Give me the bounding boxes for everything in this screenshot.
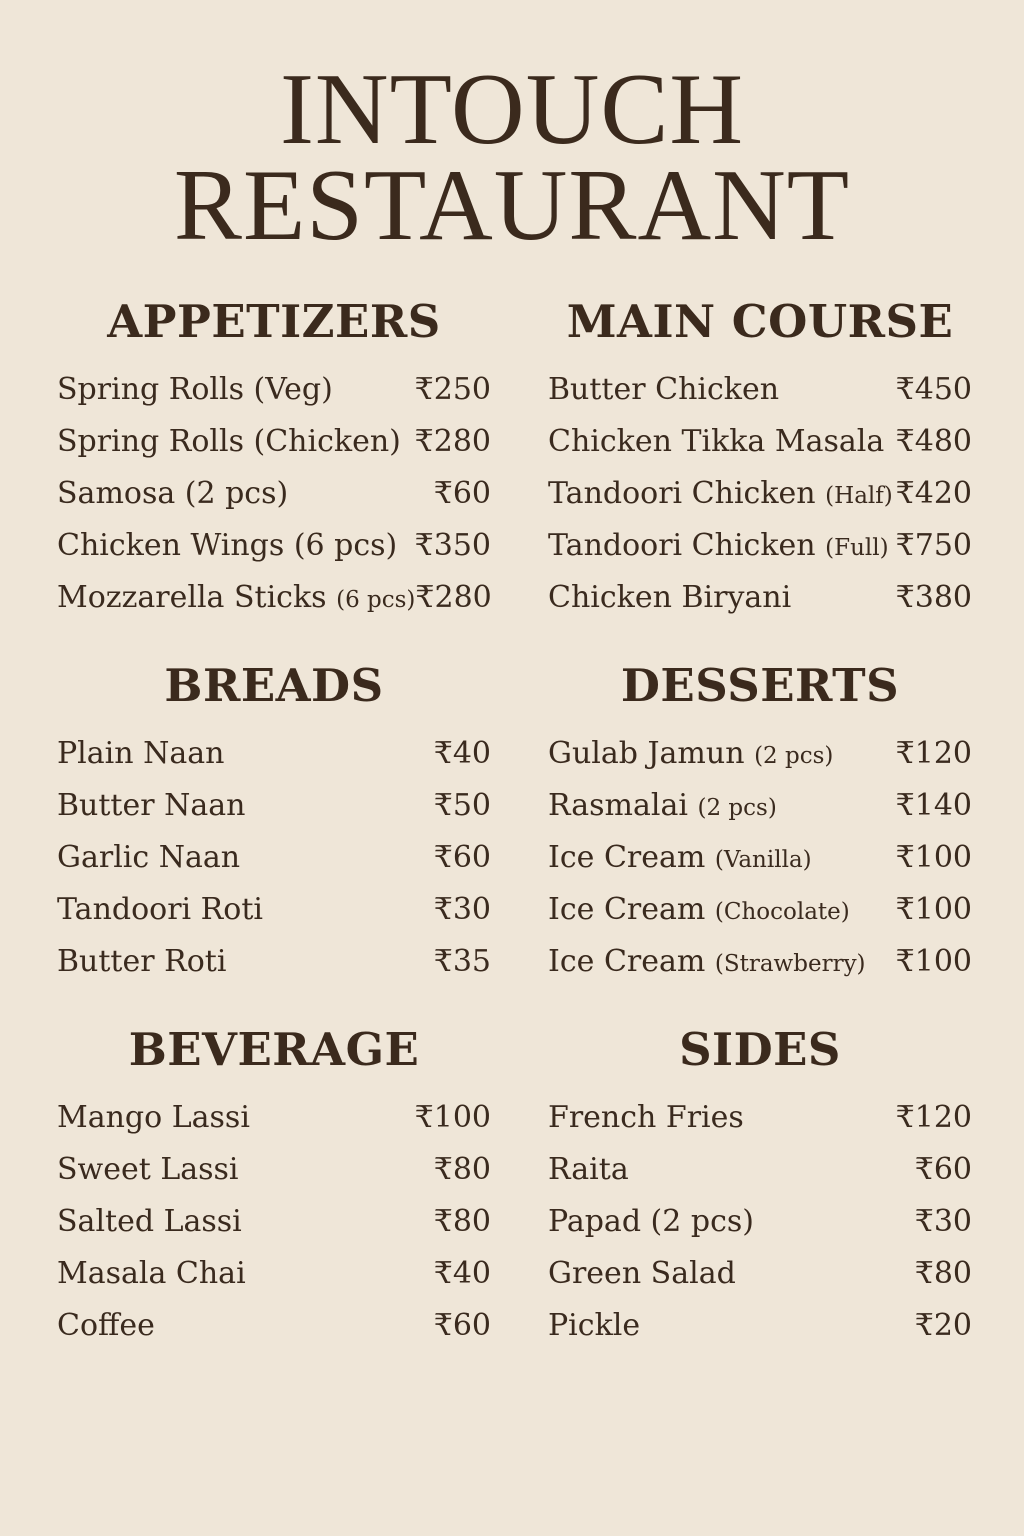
menu-item-price: ₹80 bbox=[433, 1204, 491, 1239]
menu-item bbox=[57, 1092, 491, 1144]
menu-item-price: ₹100 bbox=[895, 892, 972, 927]
menu-item bbox=[57, 572, 491, 624]
menu-item-note: (Full) bbox=[825, 535, 889, 561]
menu-item-name bbox=[57, 416, 401, 468]
menu-item bbox=[548, 1092, 972, 1144]
menu-item-name bbox=[57, 1300, 155, 1352]
menu-item-label: Salted Lassi bbox=[57, 1204, 242, 1239]
menu-item bbox=[57, 832, 491, 884]
menu-item-name bbox=[548, 468, 893, 522]
menu-item-name bbox=[57, 1248, 246, 1300]
menu-item-label: Garlic Naan bbox=[57, 840, 241, 875]
menu-item-name bbox=[548, 520, 889, 574]
menu-item-label: Coffee bbox=[57, 1308, 155, 1343]
menu-item-label: Tandoori Chicken bbox=[548, 476, 816, 511]
menu-item bbox=[57, 468, 491, 520]
menu-item-price: ₹380 bbox=[895, 580, 972, 615]
menu-item-note: (6 pcs) bbox=[336, 587, 416, 613]
menu-item bbox=[548, 416, 972, 468]
menu-item-name bbox=[548, 884, 850, 938]
menu-item-label: Butter Roti bbox=[57, 944, 227, 979]
menu-item-label: Raita bbox=[548, 1152, 629, 1187]
menu-item-name bbox=[57, 1144, 239, 1196]
menu-item bbox=[57, 1300, 491, 1352]
menu-item-name bbox=[57, 520, 397, 572]
menu-item-name bbox=[548, 832, 812, 886]
menu-item bbox=[548, 364, 972, 416]
menu-item-name bbox=[57, 1092, 250, 1144]
menu-item-label: Pickle bbox=[548, 1308, 641, 1343]
menu-item bbox=[548, 780, 972, 832]
section-heading: BREADS bbox=[164, 659, 384, 712]
menu-item-name bbox=[57, 832, 240, 884]
menu-item-label: Butter Chicken bbox=[548, 372, 780, 407]
menu-item-price: ₹350 bbox=[414, 528, 491, 563]
menu-item-name bbox=[57, 780, 245, 832]
menu-item bbox=[57, 884, 491, 936]
menu-item-name bbox=[57, 1196, 242, 1248]
menu-item bbox=[548, 1196, 972, 1248]
menu-item-label: Ice Cream bbox=[548, 892, 706, 927]
menu-item-price: ₹40 bbox=[433, 736, 491, 771]
menu-item-name bbox=[548, 1196, 754, 1248]
menu-item-label: Chicken Wings (6 pcs) bbox=[57, 528, 398, 563]
menu-item-price: ₹30 bbox=[914, 1204, 972, 1239]
section-heading: DESSERTS bbox=[620, 659, 900, 712]
menu-item-name bbox=[548, 780, 777, 834]
menu-item-price: ₹120 bbox=[895, 1100, 972, 1135]
menu-item-list bbox=[548, 728, 972, 988]
menu-item-price: ₹60 bbox=[433, 1308, 491, 1343]
menu-item bbox=[548, 468, 972, 520]
menu-item-price: ₹80 bbox=[914, 1256, 972, 1291]
menu-item-list bbox=[57, 1092, 491, 1352]
menu-item bbox=[57, 780, 491, 832]
section-appetizers bbox=[57, 296, 491, 624]
section-beverage bbox=[57, 1024, 491, 1352]
menu-item-price: ₹100 bbox=[895, 944, 972, 979]
menu-item bbox=[57, 936, 491, 988]
restaurant-title-line2: RESTAURANT bbox=[173, 149, 851, 262]
menu-item-price: ₹750 bbox=[895, 528, 972, 563]
section-main-course bbox=[548, 296, 972, 624]
menu-item-price: ₹35 bbox=[433, 944, 491, 979]
menu-item-price: ₹60 bbox=[433, 476, 491, 511]
menu-item bbox=[548, 832, 972, 884]
menu-item-note: (Chocolate) bbox=[714, 899, 850, 925]
menu-item-name bbox=[548, 572, 791, 624]
section-desserts bbox=[548, 660, 972, 988]
menu-item-name bbox=[57, 468, 288, 520]
menu-item-price: ₹30 bbox=[433, 892, 491, 927]
menu-item-price: ₹100 bbox=[895, 840, 972, 875]
menu-item-price: ₹60 bbox=[433, 840, 491, 875]
section-sides bbox=[548, 1024, 972, 1352]
section-heading: BEVERAGE bbox=[128, 1023, 420, 1076]
menu-item-price: ₹80 bbox=[433, 1152, 491, 1187]
menu-item-price: ₹280 bbox=[415, 580, 492, 615]
menu-item-price: ₹280 bbox=[414, 424, 491, 459]
menu-item-name bbox=[57, 572, 415, 626]
menu-item-label: Tandoori Chicken bbox=[548, 528, 816, 563]
menu-item-label: Butter Naan bbox=[57, 788, 246, 823]
menu-item bbox=[548, 1300, 972, 1352]
menu-item-price: ₹480 bbox=[895, 424, 972, 459]
menu-item-price: ₹60 bbox=[914, 1152, 972, 1187]
menu-item-name bbox=[57, 728, 224, 780]
menu-item-list bbox=[548, 364, 972, 624]
menu-item-label: Sweet Lassi bbox=[57, 1152, 239, 1187]
menu-item-label: Spring Rolls (Veg) bbox=[57, 372, 333, 407]
menu-item-price: ₹250 bbox=[414, 372, 491, 407]
menu-item-label: Rasmalai bbox=[548, 788, 688, 823]
menu-item-name bbox=[57, 936, 226, 988]
menu-item-name bbox=[57, 364, 333, 416]
menu-item-label: Chicken Tikka Masala bbox=[548, 424, 885, 459]
menu-item bbox=[57, 416, 491, 468]
menu-item-label: Ice Cream bbox=[548, 840, 706, 875]
section-breads bbox=[57, 660, 491, 988]
menu-item bbox=[57, 1248, 491, 1300]
menu-item-note: (Half) bbox=[825, 483, 893, 509]
menu-item-name bbox=[548, 1144, 629, 1196]
menu-item bbox=[57, 520, 491, 572]
menu-item-name bbox=[57, 884, 263, 936]
menu-item-list bbox=[548, 1092, 972, 1352]
menu-item-list bbox=[57, 728, 491, 988]
restaurant-title bbox=[0, 53, 1024, 262]
menu-item-label: Green Salad bbox=[548, 1256, 736, 1291]
menu-item-price: ₹40 bbox=[433, 1256, 491, 1291]
section-heading: APPETIZERS bbox=[107, 295, 441, 348]
menu-item-name bbox=[548, 728, 833, 782]
menu-item-label: Papad (2 pcs) bbox=[548, 1204, 754, 1239]
menu-item-price: ₹100 bbox=[414, 1100, 491, 1135]
menu-item bbox=[57, 1144, 491, 1196]
menu-item-label: Masala Chai bbox=[57, 1256, 246, 1291]
menu-item bbox=[548, 728, 972, 780]
menu-item-price: ₹140 bbox=[895, 788, 972, 823]
menu-item-name bbox=[548, 1092, 744, 1144]
restaurant-title-line1: INTOUCH bbox=[279, 53, 745, 166]
menu-item bbox=[57, 364, 491, 416]
menu-item-note: (2 pcs) bbox=[697, 795, 777, 821]
section-heading: SIDES bbox=[679, 1023, 841, 1076]
menu-item-name bbox=[548, 936, 866, 990]
menu-item-price: ₹120 bbox=[895, 736, 972, 771]
menu-item bbox=[57, 1196, 491, 1248]
menu-item-list bbox=[57, 364, 491, 624]
menu-item-note: (2 pcs) bbox=[754, 743, 834, 769]
menu-item bbox=[548, 936, 972, 988]
menu-item-label: Chicken Biryani bbox=[548, 580, 792, 615]
menu-item bbox=[57, 728, 491, 780]
menu-item-name bbox=[548, 1300, 640, 1352]
menu-item bbox=[548, 1248, 972, 1300]
menu-item-price: ₹450 bbox=[895, 372, 972, 407]
menu-item-label: Tandoori Roti bbox=[57, 892, 263, 927]
menu-item-price: ₹420 bbox=[895, 476, 972, 511]
menu-item bbox=[548, 1144, 972, 1196]
menu-item bbox=[548, 572, 972, 624]
menu-item-name bbox=[548, 364, 779, 416]
menu-item-label: Gulab Jamun bbox=[548, 736, 745, 771]
menu-item-note: (Strawberry) bbox=[714, 951, 866, 977]
menu-item-name bbox=[548, 1248, 736, 1300]
menu-item-label: Mozzarella Sticks bbox=[57, 580, 327, 615]
menu-item-name bbox=[548, 416, 884, 468]
section-heading: MAIN COURSE bbox=[566, 295, 954, 348]
menu-item-note: (Vanilla) bbox=[714, 847, 812, 873]
menu-item-label: Mango Lassi bbox=[57, 1100, 250, 1135]
menu-item-label: French Fries bbox=[548, 1100, 744, 1135]
menu-item-label: Samosa (2 pcs) bbox=[57, 476, 289, 511]
menu-item-label: Spring Rolls (Chicken) bbox=[57, 424, 401, 459]
menu-item-price: ₹50 bbox=[433, 788, 491, 823]
menu-item-label: Plain Naan bbox=[57, 736, 225, 771]
menu-item bbox=[548, 520, 972, 572]
menu-item-label: Ice Cream bbox=[548, 944, 706, 979]
menu-item bbox=[548, 884, 972, 936]
menu-item-price: ₹20 bbox=[914, 1308, 972, 1343]
